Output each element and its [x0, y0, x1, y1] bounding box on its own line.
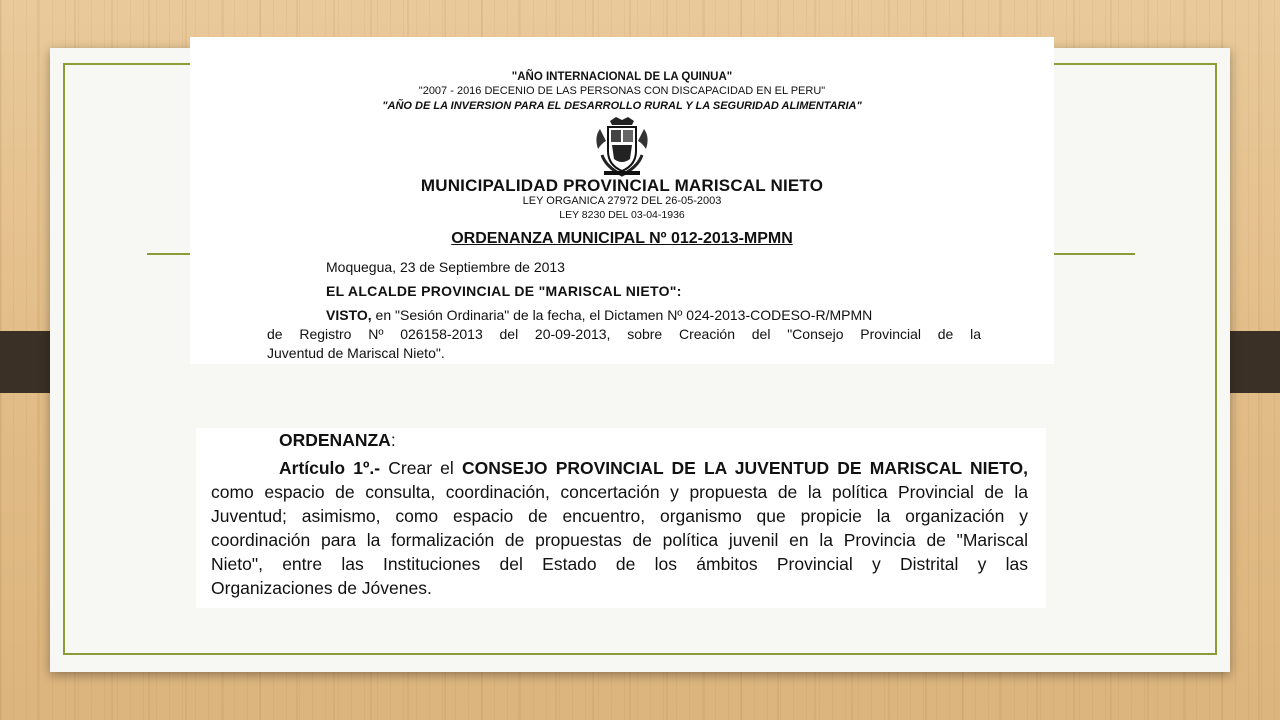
- article-body-line-2: Juventud; asimismo, como espacio de encuentro, organismo que propicie la organización y: [211, 506, 1028, 526]
- document-scan-article: [196, 428, 1046, 608]
- organic-law-line: LEY ORGANICA 27972 DEL 26-05-2003: [522, 195, 722, 207]
- year-motto: "AÑO INTERNACIONAL DE LA QUINUA": [511, 71, 733, 83]
- decade-motto: "2007 - 2016 DECENIO DE LAS PERSONAS CON DISCAPACIDAD EN EL PERU": [418, 85, 826, 97]
- juventud-line: Juventud de Mariscal Nieto".: [267, 345, 445, 361]
- mayor-line: EL ALCALDE PROVINCIAL DE "MARISCAL NIETO":: [326, 283, 682, 299]
- visto-label: VISTO,: [326, 307, 372, 323]
- coat-of-arms-icon: [592, 115, 652, 177]
- article-text: Crear el: [380, 458, 462, 478]
- ordenanza-label: ORDENANZA: [279, 430, 391, 450]
- document-scan-header: [190, 37, 1054, 364]
- law-line: LEY 8230 DEL 03-04-1936: [559, 209, 685, 221]
- registro-line: de Registro Nº 026158-2013 del 20-09-2013, sobre Creación del "Consejo Provincial de la: [267, 326, 981, 342]
- ordenanza-colon: :: [390, 430, 396, 450]
- article-body-line-4: Nieto", entre las Instituciones del Estado de los ámbitos Provincial y Distrital y las: [211, 554, 1028, 574]
- article-body-line-5: Organizaciones de Jóvenes.: [211, 578, 432, 598]
- visto-text: en "Sesión Ordinaria" de la fecha, el Dictamen Nº 024-2013-CODESO-R/MPMN: [371, 307, 873, 323]
- article-body-line-3: coordinación para la formalización de propuestas de política juvenil en la Provincia de "Mariscal: [211, 530, 1028, 550]
- investment-motto: "AÑO DE LA INVERSION PARA EL DESARROLLO RURAL Y LA SEGURIDAD ALIMENTARIA": [382, 100, 862, 112]
- ordenanza-heading: [279, 430, 396, 451]
- article-bold-text: CONSEJO PROVINCIAL DE LA JUVENTUD DE MARISCAL NIETO,: [461, 458, 1028, 478]
- article-label: Artículo 1º.-: [279, 458, 381, 478]
- municipality-name: MUNICIPALIDAD PROVINCIAL MARISCAL NIETO: [420, 176, 824, 195]
- visto-line: [326, 307, 872, 323]
- date-line: Moquegua, 23 de Septiembre de 2013: [326, 259, 565, 275]
- ordinance-title: ORDENANZA MUNICIPAL Nº 012-2013-MPMN: [451, 230, 793, 247]
- article-line: [279, 458, 1028, 479]
- article-body-line-1: como espacio de consulta, coordinación, concertación y propuesta de la política Provincial de la: [211, 482, 1028, 502]
